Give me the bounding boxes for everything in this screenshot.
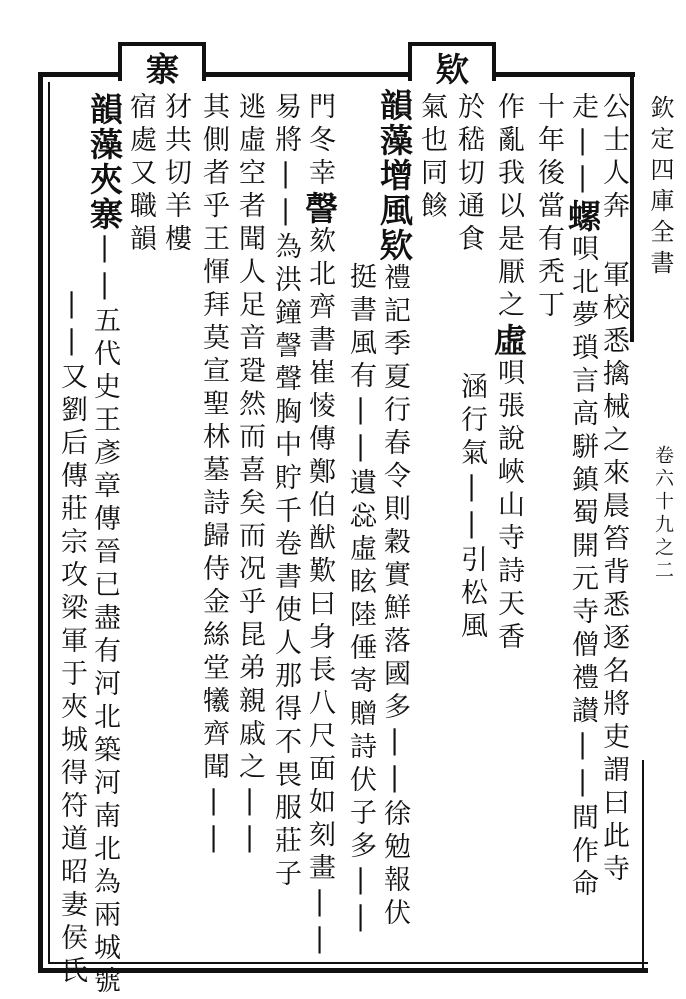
text-segment: 唄	[493, 358, 524, 391]
tab-left-char: 寨	[141, 52, 180, 87]
text-segment: ||五代史王彥章傳晉已盡有河北築河南北為兩城號	[89, 232, 120, 999]
headword: 韻藻增風	[375, 88, 414, 228]
text-column-2	[563, 92, 602, 902]
text-segment: 逃虛空者聞人足音跫然而喜矣而况乎昆弟親戚之||	[234, 92, 265, 859]
headword: 欵	[375, 228, 414, 263]
text-segment: 氣也同餩	[416, 92, 447, 224]
tab-left	[118, 42, 206, 87]
text-column-4	[535, 92, 562, 323]
frame-bottom	[38, 968, 648, 973]
frame-top-right	[490, 72, 635, 77]
text-segment: 作亂我以是厭之	[493, 92, 524, 323]
frame-top-left	[38, 72, 118, 77]
frame-top-middle	[205, 72, 410, 77]
text-segment: 軍校悉擒械之來晨笞背悉逐名將吏謂曰此寺	[598, 260, 629, 887]
text-segment: 其側者乎王惲拜莫宣聖林墓詩歸侍金絲堂犧齊聞||	[198, 92, 229, 859]
text-segment: 唄	[567, 234, 598, 267]
text-column-14	[200, 92, 227, 859]
frame-inner-left	[48, 82, 50, 964]
headword: 虛	[489, 323, 528, 358]
text-column-6	[458, 372, 485, 644]
text-segment: 涵行氣||引松風	[456, 372, 487, 644]
volume-label: 卷六十九之二	[652, 445, 674, 583]
headword: 螺	[563, 199, 602, 234]
text-segment: ||又劉后傳莊宗攻梁軍于夾城得符道昭妻侯氏	[56, 288, 87, 989]
text-segment: 於嵇切通食	[453, 92, 484, 257]
text-column-9	[375, 88, 414, 931]
text-column-17	[85, 92, 124, 999]
text-column-8	[418, 92, 445, 224]
text-segment: 禮記季夏行春令則穀實鮮落國多||徐勉報伏	[379, 263, 410, 931]
text-column-13	[236, 92, 263, 859]
text-segment: 挺書風有||遺惢虛眩陸倕寄贈詩伏子多||	[345, 262, 376, 938]
text-segment: 十年後當有秃丁	[533, 92, 564, 323]
text-column-18	[58, 288, 85, 989]
text-segment: ||為洪鐘謦聲胸中貯千卷書使人那得不畏服莊子	[270, 158, 301, 892]
text-segment: 走||	[567, 92, 598, 199]
text-segment: 易將	[270, 92, 301, 158]
text-column-11	[300, 92, 339, 960]
text-column-7	[455, 92, 482, 257]
book-title: 欽定四庫全書	[646, 95, 674, 281]
text-segment: 北夢瑣言高駢鎮蜀開元寺僧禮讃||間作命	[567, 267, 598, 902]
text-column-15	[162, 92, 189, 257]
frame-right-lower	[642, 760, 644, 970]
text-segment: 公士人奔	[598, 92, 629, 224]
frame-inner-bottom	[48, 962, 648, 964]
tab-right-char: 欵	[431, 52, 470, 87]
text-segment: 宿處又職韻	[125, 92, 156, 257]
text-column-5	[489, 92, 528, 655]
text-column-16	[127, 92, 154, 257]
frame-right-upper	[630, 72, 634, 342]
text-segment: 門冬幸	[304, 92, 335, 191]
headword: 韻藻夾寨	[85, 92, 124, 232]
text-column-12	[272, 92, 299, 892]
text-segment: 犲共切羊樓	[160, 92, 191, 257]
headword: 謦	[300, 191, 339, 226]
text-segment: 北齊書崔㥄傳鄭伯猷歎曰身長八尺面如刻畫||	[304, 259, 335, 960]
text-column-1	[600, 92, 627, 224]
text-column-3	[600, 260, 627, 887]
text-segment: 張說峽山寺詩天香	[493, 391, 524, 655]
tab-right	[408, 42, 496, 87]
text-column-10	[347, 262, 374, 938]
frame-left	[38, 72, 43, 972]
text-segment: 欬	[304, 226, 335, 259]
